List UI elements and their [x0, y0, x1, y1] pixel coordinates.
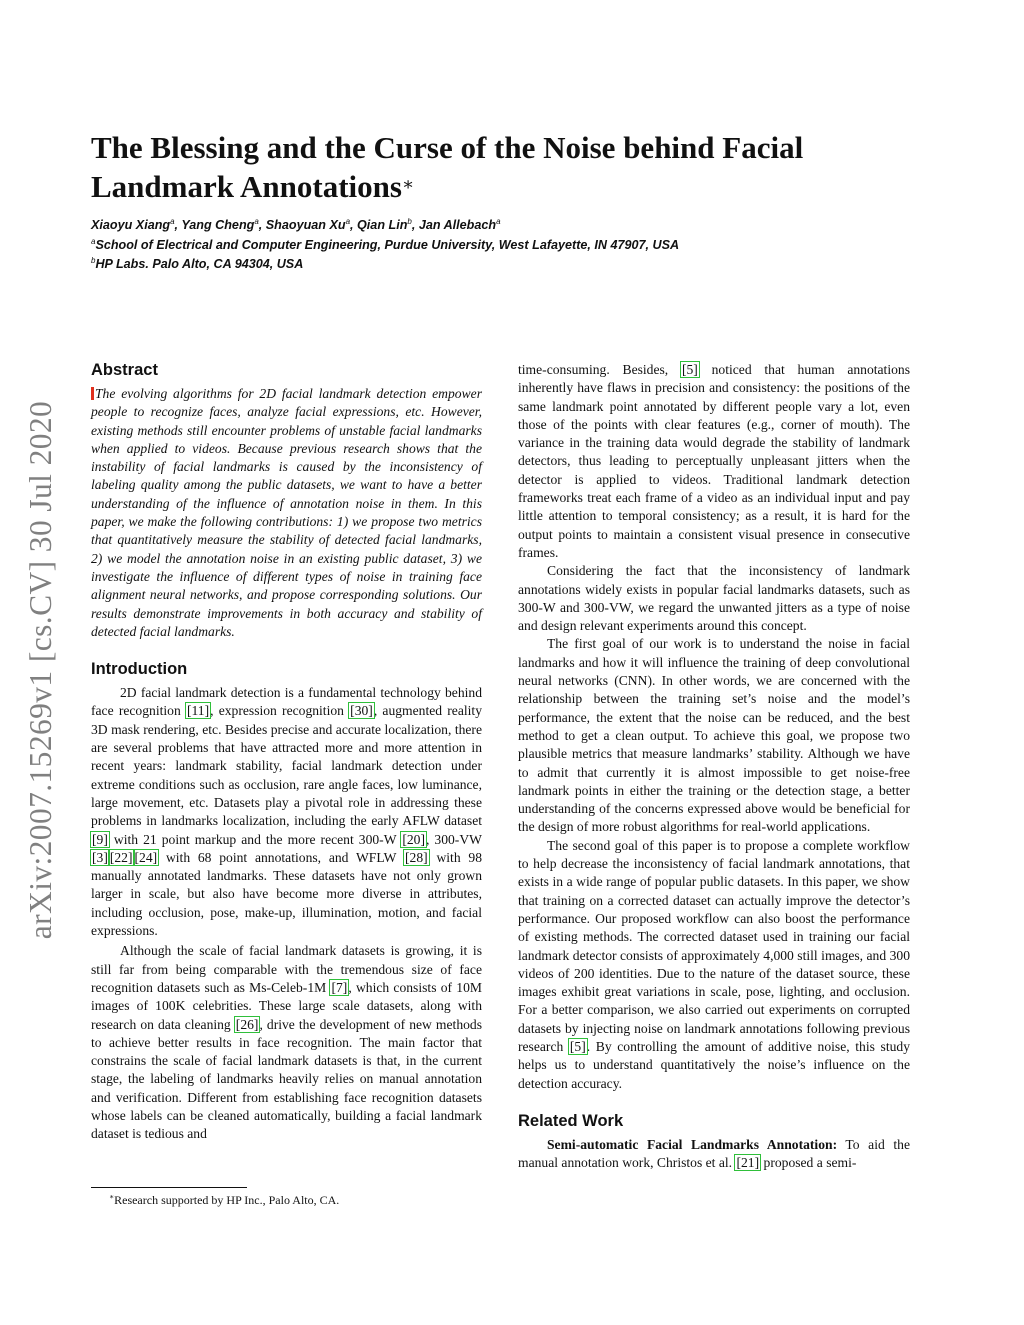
related-work-heading: Related Work: [518, 1111, 624, 1130]
text-run: , drive the development of new methods to achieve better results in face recognition. The main factor that constrains the scale of facial landmark datasets is that, in the current stage, the labeling of landmarks heavily relies on manual annotation and verification. Different from establishing face recognition datasets whose labels can be cleaned automatically, building a facial landmark dataset is tedious and: [91, 1016, 482, 1142]
affiliation: [91, 256, 951, 271]
intro-paragraph-1: [91, 684, 482, 940]
author-affil-marker: a: [345, 217, 351, 226]
footnote-rule: [91, 1187, 247, 1188]
text-run: . By controlling the amount of additive noise, this study helps us to understand quantitatively the noise’s influence on the detection accuracy.: [518, 1038, 910, 1091]
intro-paragraph-2: [91, 942, 482, 1143]
affiliation-marker: b: [91, 256, 96, 265]
citation-link[interactable]: [3]: [92, 849, 108, 865]
introduction-heading: Introduction: [91, 660, 188, 679]
citation-link[interactable]: [28]: [405, 849, 428, 865]
text-run: with 21 point markup and the more recent 300-W: [108, 831, 402, 847]
citation-link[interactable]: [24]: [134, 849, 158, 865]
right-column: [518, 361, 910, 1172]
affiliation: [91, 237, 951, 252]
citation-link[interactable]: [7]: [331, 979, 348, 995]
title-footnote-marker: ∗: [401, 174, 415, 194]
text-run: noticed that human annotations inherently have flaws in precision and consistency: the positions of the same landmark point annotated by different people vary a lot, even those of the points with clear features (e.g., corner of mouth). The variance in the training data would degrade the stability of landmark detectors, thus leading to perceptually unpleasant jitters when the detector is applied to videos. Traditional landmark detection frameworks treat each frame of a video as an individual input and pay little attention to temporal consistency; as a result, it is hard for the output points to maintain a consistent visual presence in consecutive frames.: [518, 362, 910, 560]
right-paragraph-2: Considering the fact that the inconsistency of landmark annotations widely exists in popular facial landmarks datasets, such as 300-W and 300-VW, we regard the unwanted jitters as a type of noise and design relevant experiments around this concept.: [518, 563, 910, 634]
affiliation-text: HP Labs. Palo Alto, CA 94304, USA: [95, 257, 304, 272]
footnote-text: Research supported by HP Inc., Palo Alto, CA.: [114, 1193, 340, 1207]
author-name: Yang Cheng: [181, 218, 255, 233]
text-run: , augmented reality 3D mask rendering, etc. Besides precise and accurate localization, there are several problems that have attracted more and more attention in recent years: landmark stability, facial landmark detection under extreme conditions such as occlusion, rare angle faces, low luminance, large movement, etc. Datasets play a pivotal role in addressing these problems in landmarks localization, including the early AFLW dataset: [91, 703, 482, 829]
text-run: , 300-VW: [425, 831, 482, 847]
text-cursor: [91, 387, 94, 400]
abstract-body: The evolving algorithms for 2D facial landmark detection empower people to recognize faces, analyze facial expressions, etc. However, existing methods still encounter problems of unstable facial landmarks when applied to videos. Because previous research shows that the instability of facial landmarks is caused by the inconsistency of labeling quality among the public datasets, we want to have a better understanding of the influence of annotation noise in them. In this paper, we make the following contributions: 1) we propose two metrics that quantitatively measure the stability of detected facial landmarks, 2) we model the annotation noise in an existing public dataset, 3) we investigate the influence of different types of noise in training face alignment neural networks, and propose corresponding solutions. Our results demonstrate improvements in both accuracy and stability of detected facial landmarks.: [91, 386, 482, 639]
right-paragraph-3: The first goal of our work is to understand the noise in facial landmarks and how it will influence the training of deep convolutional neural networks (CNN). In other words, we are concerned with the relationship between the training set’s noise and the model’s performance, the extent that the noise can be reduced, and the best method to get a clean output. To achieve this goal, we propose two plausible metrics that measure landmarks’ stability. Although we have to admit that currently it is almost impossible to get noise-free landmark points in either the training or the detection stage, a better understanding of the concerns expressed above would be beneficial for the design of more robust algorithms for real-world applications.: [518, 636, 910, 835]
citation-link[interactable]: [26]: [235, 1016, 259, 1032]
author-list: Xiaoyu Xiang$^a$, Yang Cheng$^a$, Shaoyuan Xu$^a$, Qian Lin$^b$, Jan Allebach$^a$: [91, 217, 501, 233]
citation-link[interactable]: [30]: [350, 703, 373, 719]
right-paragraph-1: [518, 361, 910, 562]
author-affil-marker: a: [254, 217, 259, 226]
citation-link[interactable]: [9]: [92, 831, 108, 847]
citation-link[interactable]: [5]: [569, 1038, 586, 1054]
text-run: , which consists of 10M images of 100K celebrities. These large scale datasets, along with research on data cleaning: [91, 979, 482, 1032]
abstract-text: [91, 385, 482, 641]
author-name: Qian Lin: [357, 218, 408, 233]
text-run: with 98 manually annotated landmarks. These datasets have not only grown larger in scale, but also have become more diverse in attributes, including occlusion, pose, make-up, illumination, motion, and facial expressions.: [91, 849, 482, 939]
text-run: The second goal of this paper is to propose a complete workflow to help decrease the inconsistency of facial landmark annotations, that exists in a wide range of popular public datasets. In this paper, we show that training on a corrected dataset can actually improve the detector’s performance. Our proposed workflow can also boost the performance of existing methods. The corrected dataset used in training our facial landmark detector consists of approximately 4,000 still images, and 300 videos of 200 identities. Due to the nature of the dataset source, these images exhibit great variations in scale, pose, lighting, and occlusion. For a better comparison, we also carried out experiments on corrupted datasets by injecting noise on landmark annotations following previous research: [518, 837, 910, 1054]
citation-link[interactable]: [20]: [402, 831, 425, 847]
author-affil-marker: a: [496, 217, 501, 226]
text-run: , expression recognition: [210, 703, 350, 719]
affiliation-marker: a: [91, 237, 96, 246]
author-name: Jan Allebach: [418, 218, 497, 233]
left-column: [91, 360, 482, 1144]
footnote-marker: ∗: [109, 1192, 115, 1201]
author-name: Shaoyuan Xu: [265, 218, 346, 233]
arxiv-stamp: [14, 365, 68, 975]
citation-link[interactable]: [21]: [736, 1155, 760, 1171]
paper-title: [91, 128, 951, 206]
author-affil-marker: b: [407, 217, 412, 226]
citation-link[interactable]: [11]: [186, 703, 210, 719]
text-run: To aid the manual annotation work, Christos et al.: [518, 1136, 910, 1171]
run-in-heading: Semi-automatic Facial Landmarks Annotation:: [547, 1136, 838, 1152]
related-paragraph-1: [518, 1136, 910, 1173]
text-run: proposed a semi-: [760, 1155, 857, 1171]
author-name: Xiaoyu Xiang: [91, 218, 171, 233]
author-affil-marker: a: [170, 217, 175, 226]
arxiv-stamp-text: arXiv:2007.15269v1 [cs.CV] 30 Jul 2020: [23, 400, 59, 940]
affiliation-text: School of Electrical and Computer Engineering, Purdue University, West Lafayette, IN 47907, USA: [95, 238, 680, 253]
abstract-heading: Abstract: [91, 361, 158, 379]
text-run: with 68 point annotations, and WFLW: [158, 849, 405, 865]
citation-link[interactable]: [22]: [109, 849, 133, 865]
text-run: time-consuming. Besides,: [518, 362, 681, 377]
footnote: [91, 1192, 482, 1208]
text-run: Although the scale of facial landmark datasets is growing, it is still far from being comparable with the tremendous size of face recognition datasets such as Ms-Celeb-1M: [91, 943, 482, 995]
citation-link[interactable]: [5]: [681, 362, 698, 377]
paper-title-text: The Blessing and the Curse of the Noise behind Facial Landmark Annotations: [91, 130, 804, 204]
text-run: 2D facial landmark detection is a fundamental technology behind face recognition: [91, 685, 482, 719]
right-paragraph-4: [518, 837, 910, 1093]
